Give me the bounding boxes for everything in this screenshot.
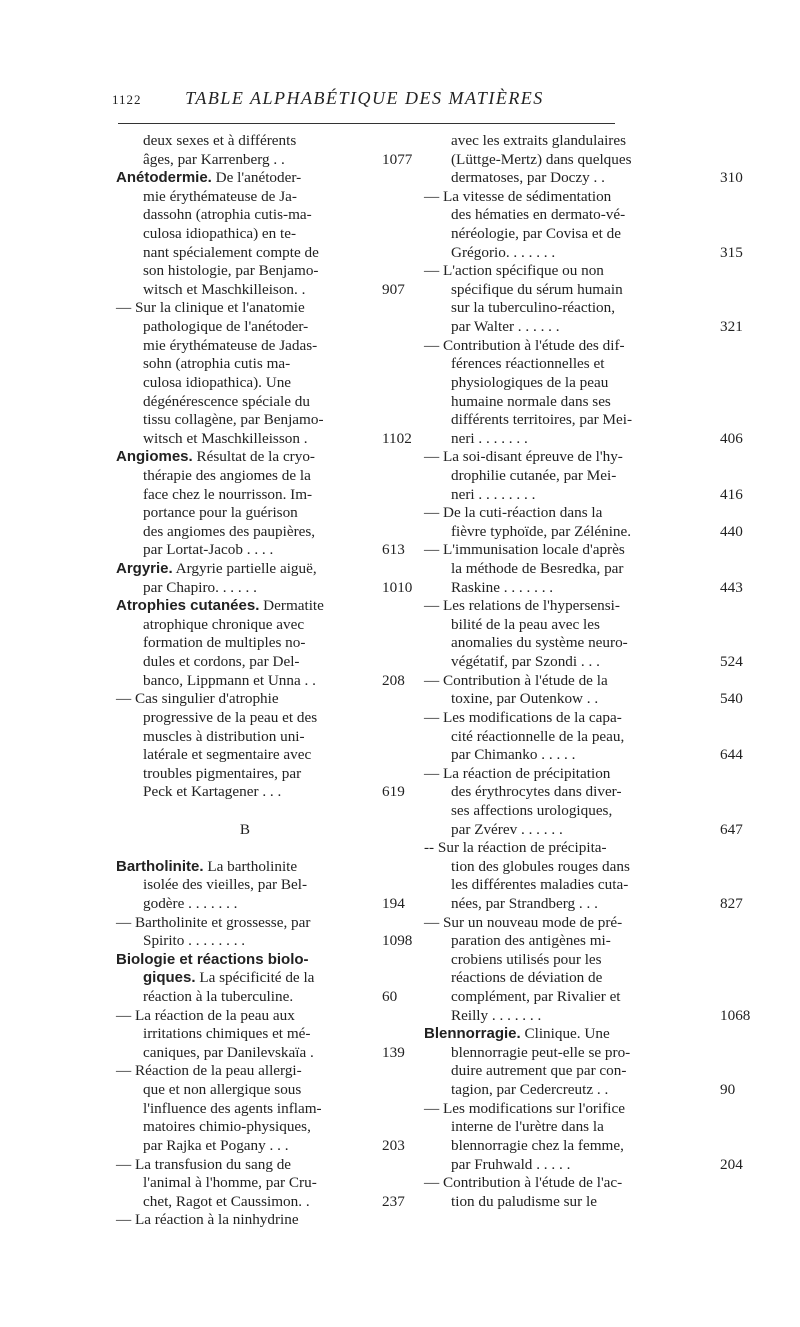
index-line — [424, 560, 714, 579]
line-text: — Contribution à l'étude des dif- — [424, 336, 625, 354]
line-text: humaine normale dans ses — [451, 392, 611, 410]
line-text: spécifique du sérum humain — [451, 280, 623, 298]
index-line — [424, 281, 714, 300]
blank-line — [116, 839, 374, 858]
line-text: neri . . . . . . . . — [451, 485, 536, 503]
line-text: fièvre typhoïde, par Zélénine. — [451, 522, 632, 540]
page-reference: 60 — [382, 988, 398, 1006]
index-line — [116, 355, 374, 374]
index-line — [116, 1156, 374, 1175]
line-text: nant spécialement compte de — [143, 243, 319, 261]
index-line — [424, 1137, 714, 1156]
line-text: — La réaction à la ninhydrine — [116, 1211, 299, 1229]
index-line — [116, 1100, 374, 1119]
index-line — [424, 448, 714, 467]
line-text: atrophique chronique avec — [143, 615, 305, 633]
index-line — [116, 671, 405, 691]
index-line — [116, 1025, 374, 1044]
index-line — [116, 894, 405, 914]
line-text: matoires chimio-physiques, — [143, 1118, 311, 1136]
page-reference: 321 — [720, 318, 743, 336]
line-text: witsch et Maschkilleison. . — [143, 280, 306, 298]
line-text: culosa idiopathica) en te- — [143, 225, 297, 243]
index-heading-line — [116, 597, 374, 616]
index-line — [116, 932, 413, 951]
index-line — [424, 672, 714, 691]
line-text: par Rajka et Pogany . . . — [143, 1136, 289, 1154]
page-reference: 827 — [720, 894, 743, 912]
line-text: isolée des vieilles, par Bel- — [143, 876, 308, 894]
page-reference: 139 — [382, 1043, 405, 1061]
line-text: drophilie cutanée, par Mei- — [451, 466, 617, 484]
line-text: par Fruhwald . . . . . — [451, 1155, 571, 1173]
line-text: son histologie, par Benjamo- — [143, 262, 319, 280]
line-text: — La transfusion du sang de — [116, 1155, 292, 1173]
index-line — [424, 783, 714, 802]
line-text: giques. La spécificité de la — [143, 969, 315, 987]
page-reference: 1010 — [382, 578, 413, 596]
index-line — [424, 820, 743, 840]
index-heading-line — [116, 858, 374, 877]
index-line — [116, 1062, 374, 1081]
line-text: sur la tuberculino-réaction, — [451, 299, 616, 317]
index-line — [116, 634, 374, 653]
line-text: — La soi-disant épreuve de l'hy- — [424, 448, 623, 466]
index-line — [424, 411, 714, 430]
line-text: mie érythémateuse de Jadas- — [143, 336, 318, 354]
index-line — [424, 858, 714, 877]
page-reference: 440 — [720, 522, 743, 540]
index-line — [116, 690, 374, 709]
page-number: 1122 — [112, 92, 142, 107]
index-line — [424, 374, 714, 393]
line-text: l'influence des agents inflam- — [143, 1099, 322, 1117]
index-line — [116, 188, 374, 207]
line-text: latérale et segmentaire avec — [143, 746, 312, 764]
line-text: neri . . . . . . . — [451, 429, 528, 447]
line-text: la méthode de Besredka, par — [451, 560, 624, 578]
line-text: avec les extraits glandulaires — [451, 132, 627, 149]
page-reference: 619 — [382, 783, 405, 801]
index-line — [116, 150, 413, 170]
line-text: caniques, par Danilevskaïa . — [143, 1043, 314, 1061]
line-text: chet, Ragot et Caussimon. . — [143, 1192, 310, 1210]
line-text: Raskine . . . . . . . — [451, 578, 554, 596]
line-text: réactions de déviation de — [451, 969, 603, 987]
index-line — [424, 597, 714, 616]
index-line — [116, 299, 374, 318]
page-reference: 1068 — [720, 1006, 751, 1024]
index-line — [116, 1192, 405, 1212]
line-text: — Sur un nouveau mode de pré- — [424, 913, 623, 931]
line-text: godère . . . . . . . — [143, 894, 238, 912]
index-line — [424, 746, 743, 765]
index-line — [424, 243, 743, 263]
line-text: blennorragie peut-elle se pro- — [451, 1043, 631, 1061]
line-text: Blennorragie. Clinique. Une — [424, 1025, 610, 1043]
index-line — [424, 1174, 714, 1193]
page-reference: 524 — [720, 653, 743, 671]
index-heading-line — [116, 951, 374, 970]
index-line — [424, 262, 714, 281]
line-text: des hématies en dermato-vé- — [451, 206, 626, 224]
line-text: Anétodermie. De l'anétoder- — [116, 169, 302, 187]
line-text: — Cas singulier d'atrophie — [116, 690, 279, 708]
line-text: des érythrocytes dans diver- — [451, 783, 622, 801]
index-line — [116, 1007, 374, 1026]
index-line — [424, 653, 743, 672]
index-line — [116, 541, 405, 560]
line-text: dassohn (atrophia cutis-ma- — [143, 206, 312, 224]
line-text: crobiens utilisés pour les — [451, 950, 602, 968]
line-text: différents territoires, par Mei- — [451, 411, 633, 429]
index-line — [116, 578, 413, 598]
line-text: complément, par Rivalier et — [451, 988, 621, 1006]
line-text: interne de l'urètre dans la — [451, 1118, 604, 1136]
index-line — [424, 709, 714, 728]
line-text: mie érythémateuse de Ja- — [143, 187, 297, 205]
index-line — [116, 783, 405, 802]
line-text: toxine, par Outenkow . . — [451, 690, 599, 708]
page-reference: 613 — [382, 541, 405, 559]
page-reference: 644 — [720, 746, 743, 764]
header-rule — [118, 123, 615, 124]
index-line — [424, 932, 714, 951]
index-line — [424, 429, 743, 449]
line-text: troubles pigmentaires, par — [143, 764, 302, 782]
page-reference: 203 — [382, 1136, 405, 1154]
line-text: muscles à distribution uni- — [143, 727, 305, 745]
line-text: blennorragie chez la femme, — [451, 1136, 624, 1154]
index-line — [116, 1043, 405, 1063]
line-text: tion du paludisme sur le — [451, 1192, 597, 1210]
page-reference: 194 — [382, 894, 405, 912]
left-column — [116, 132, 413, 1230]
index-line — [116, 746, 374, 765]
line-text: néréologie, par Covisa et de — [451, 225, 621, 243]
line-text: face chez le nourrisson. Im- — [143, 485, 313, 503]
index-line — [116, 988, 398, 1007]
index-line — [424, 802, 714, 821]
index-line — [424, 1044, 714, 1063]
line-text: cité réactionnelle de la peau, — [451, 727, 625, 745]
index-line — [424, 616, 714, 635]
line-text: Atrophies cutanées. Dermatite — [116, 597, 324, 615]
index-line — [116, 1118, 374, 1137]
page-reference: 204 — [720, 1155, 743, 1173]
line-text: végétatif, par Szondi . . . — [451, 653, 600, 671]
index-line — [424, 188, 714, 207]
line-text: — La réaction de la peau aux — [116, 1006, 295, 1024]
index-line — [116, 132, 374, 151]
index-line — [424, 1118, 714, 1137]
line-text: Spirito . . . . . . . . — [143, 932, 246, 950]
line-text: par Zvérev . . . . . . — [451, 820, 563, 838]
index-line — [116, 709, 374, 728]
line-text: Argyrie. Argyrie partielle aiguë, — [116, 560, 317, 578]
running-title: TABLE ALPHABÉTIQUE DES MATIÈRES — [185, 88, 544, 108]
line-text: par Chapiro. . . . . . — [143, 578, 257, 596]
line-text: culosa idiopathica). Une — [143, 373, 292, 391]
line-text: Peck et Kartagener . . . — [143, 783, 282, 801]
index-line — [424, 578, 743, 598]
index-line — [424, 894, 743, 914]
index-line — [116, 411, 374, 430]
index-line — [424, 132, 714, 151]
right-column — [424, 132, 751, 1211]
index-line — [116, 969, 374, 988]
blank-line — [116, 802, 374, 821]
line-text: portance pour la guérison — [143, 504, 298, 522]
line-text: — Réaction de la peau allergi- — [116, 1062, 302, 1080]
index-line — [424, 765, 714, 784]
index-line — [116, 1174, 374, 1193]
index-line — [424, 876, 714, 895]
index-line — [424, 1193, 714, 1212]
page-reference: 416 — [720, 485, 743, 503]
index-line — [424, 1155, 743, 1175]
index-line — [116, 393, 374, 412]
line-text: des angiomes des paupières, — [143, 522, 316, 540]
index-line — [116, 486, 374, 505]
index-line — [424, 169, 743, 188]
index-line — [424, 522, 743, 542]
page-reference: 310 — [720, 169, 743, 187]
index-line — [424, 1081, 736, 1100]
page-reference: 315 — [720, 243, 743, 261]
line-text: paration des antigènes mi- — [451, 932, 611, 950]
line-text: duire autrement que par con- — [451, 1062, 627, 1080]
page-reference: 1098 — [382, 932, 413, 950]
line-text: ses affections urologiques, — [451, 801, 613, 819]
line-text: thérapie des angiomes de la — [143, 466, 311, 484]
index-heading-line — [424, 1025, 714, 1044]
line-text: irritations chimiques et mé- — [143, 1025, 311, 1043]
index-line — [116, 728, 374, 747]
page-reference: 208 — [382, 671, 405, 689]
index-line — [424, 988, 714, 1007]
index-line — [116, 504, 374, 523]
line-text: — Contribution à l'étude de l'ac- — [424, 1174, 623, 1192]
index-line — [116, 429, 412, 449]
line-text: férences réactionnelles et — [451, 355, 605, 373]
line-text: Bartholinite. La bartholinite — [116, 857, 298, 875]
index-line — [116, 318, 374, 337]
index-line — [116, 616, 374, 635]
line-text: — Les relations de l'hypersensi- — [424, 597, 620, 615]
page-reference: 907 — [382, 280, 405, 298]
index-line — [424, 504, 714, 523]
line-text: witsch et Maschkilleisson . — [143, 429, 308, 447]
index-line — [424, 337, 714, 356]
index-line — [424, 1006, 751, 1026]
index-line — [424, 206, 714, 225]
line-text: Angiomes. Résultat de la cryo- — [116, 448, 315, 466]
line-text: que et non allergique sous — [143, 1081, 302, 1099]
line-text: les différentes maladies cuta- — [451, 876, 629, 894]
line-text: (Lüttge-Mertz) dans quelques — [451, 150, 632, 168]
line-text: réaction à la tuberculine. — [143, 988, 294, 1006]
index-line — [424, 318, 743, 337]
index-line — [424, 690, 743, 709]
page-reference: 443 — [720, 578, 743, 596]
page-reference: 540 — [720, 690, 743, 708]
line-text: deux sexes et à différents — [143, 132, 297, 149]
index-line — [424, 1062, 714, 1081]
line-text: tissu collagène, par Benjamo- — [143, 411, 324, 429]
line-text: par Walter . . . . . . — [451, 318, 560, 336]
index-line — [424, 914, 714, 933]
index-line — [116, 206, 374, 225]
line-text: dermatoses, par Doczy . . — [451, 169, 605, 187]
index-line — [116, 225, 374, 244]
index-line — [424, 951, 714, 970]
line-text: dégénérescence spéciale du — [143, 392, 310, 410]
index-line — [424, 151, 714, 170]
page-reference: 90 — [720, 1081, 736, 1099]
line-text: Grégorio. . . . . . . — [451, 243, 556, 261]
index-line — [116, 280, 405, 300]
index-line — [116, 337, 374, 356]
index-line — [424, 225, 714, 244]
line-text: — Bartholinite et grossesse, par — [116, 913, 311, 931]
line-text: nées, par Strandberg . . . — [451, 894, 598, 912]
line-text: — Les modifications sur l'orifice — [424, 1099, 625, 1117]
index-heading-line — [116, 169, 374, 188]
line-text: âges, par Karrenberg . . — [143, 150, 285, 168]
line-text: — La réaction de précipitation — [424, 764, 611, 782]
page-reference: 647 — [720, 820, 743, 838]
index-line — [116, 262, 374, 281]
line-text: — Contribution à l'étude de la — [424, 671, 608, 689]
index-line — [116, 1211, 374, 1230]
section-letter — [116, 821, 374, 840]
index-line — [116, 765, 374, 784]
index-line — [424, 541, 714, 560]
index-line — [116, 1081, 374, 1100]
index-heading-line — [116, 448, 374, 467]
index-line — [424, 355, 714, 374]
line-text: tagion, par Cedercreutz . . — [451, 1081, 609, 1099]
index-line — [424, 728, 714, 747]
page-reference: 1077 — [382, 150, 413, 168]
line-text: bilité de la peau avec les — [451, 615, 600, 633]
line-text: — Les modifications de la capa- — [424, 708, 622, 726]
line-text: pathologique de l'anétoder- — [143, 318, 309, 336]
line-text: Biologie et réactions biolo- — [116, 950, 309, 968]
index-line — [116, 914, 374, 933]
index-line — [424, 839, 714, 858]
line-text: dules et cordons, par Del- — [143, 653, 300, 671]
line-text: — L'immunisation locale d'après — [424, 541, 625, 559]
index-line — [116, 653, 374, 672]
index-line — [116, 244, 374, 263]
line-text: Reilly . . . . . . . — [451, 1006, 542, 1024]
line-text: tion des globules rouges dans — [451, 857, 630, 875]
page-header — [112, 88, 617, 112]
index-line — [116, 523, 374, 542]
line-text: l'animal à l'homme, par Cru- — [143, 1174, 317, 1192]
line-text: — L'action spécifique ou non — [424, 262, 604, 280]
line-text: — La vitesse de sédimentation — [424, 187, 612, 205]
line-text: par Lortat-Jacob . . . . — [143, 541, 274, 559]
index-line — [424, 634, 714, 653]
index-line — [116, 1136, 405, 1156]
line-text: progressive de la peau et des — [143, 708, 318, 726]
index-heading-line — [116, 560, 374, 579]
index-line — [424, 485, 743, 505]
line-text: B — [239, 820, 251, 838]
page-reference: 237 — [382, 1192, 405, 1210]
index-line — [424, 299, 714, 318]
index-line — [424, 393, 714, 412]
index-line — [116, 374, 374, 393]
line-text: physiologiques de la peau — [451, 373, 609, 391]
line-text: par Chimanko . . . . . — [451, 746, 576, 764]
line-text: — Sur la clinique et l'anatomie — [116, 299, 305, 317]
line-text: formation de multiples no- — [143, 634, 306, 652]
index-line — [424, 467, 714, 486]
index-line — [116, 876, 374, 895]
index-line — [424, 1100, 714, 1119]
line-text: sohn (atrophia cutis ma- — [143, 355, 291, 373]
index-line — [116, 467, 374, 486]
line-text: banco, Lippmann et Unna . . — [143, 671, 316, 689]
line-text: — De la cuti-réaction dans la — [424, 504, 603, 522]
page-reference: 406 — [720, 429, 743, 447]
line-text: anomalies du système neuro- — [451, 634, 628, 652]
index-line — [424, 969, 714, 988]
line-text: -- Sur la réaction de précipita- — [424, 839, 607, 857]
page-reference: 1102 — [382, 429, 412, 447]
